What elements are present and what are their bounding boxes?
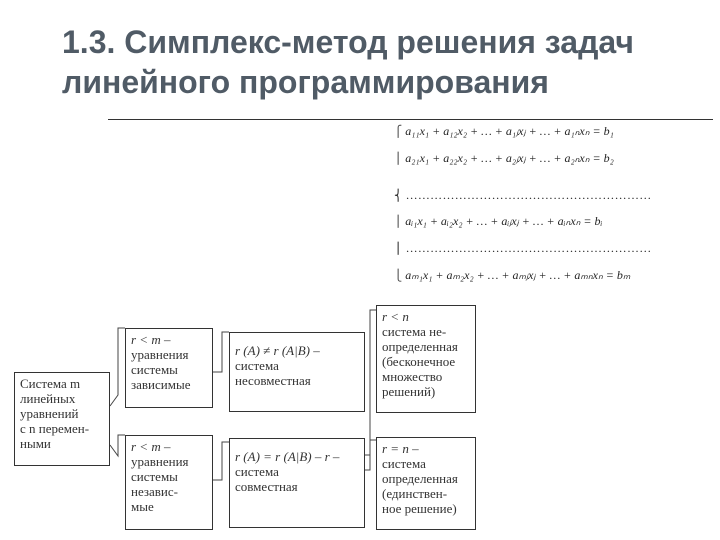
equation-ellipsis-2: ⎪ ……………………………………………………	[394, 241, 652, 255]
equation-row-m: ⎩ aₘ₁x₁ + aₘ₂x₂ + … + aₘⱼxⱼ + … + aₘₙxₙ = bₘ	[394, 268, 631, 282]
connector-root-independent	[110, 435, 125, 456]
box-system-indefinite: r < n система не- определенная (бесконечное множество решений)	[376, 305, 476, 413]
connector-dependent-inconsistent	[213, 332, 229, 372]
brace-icon: ⎪	[394, 153, 403, 165]
connector-root-dependent	[110, 328, 125, 406]
title-line-2: линейного программирования	[62, 64, 549, 100]
box-system-inconsistent: r (A) ≠ r (A|B) – система несовместная	[229, 332, 365, 412]
box-equations-independent: r < m – уравнения системы независ- мые	[125, 435, 213, 530]
equation-row-1: ⎧ a₁₁x₁ + a₁₂x₂ + … + a₁ⱼxⱼ + … + a₁ₙxₙ = b₁	[394, 124, 614, 138]
title-line-1: 1.3. Симплекс-метод решения задач	[62, 24, 634, 60]
box-system-root: Система m линейных уравнений с n перемен- ными	[14, 372, 110, 466]
brace-icon: ⎩	[394, 270, 403, 282]
equation-row-i: ⎪ aᵢ₁x₁ + aᵢ₂x₂ + … + aᵢⱼxⱼ + … + aᵢₙxₙ = bᵢ	[394, 214, 603, 228]
equation-ellipsis-1: ⎨ ……………………………………………………	[394, 188, 652, 202]
brace-icon: ⎨	[394, 190, 403, 202]
connector-consistent-indefinite	[365, 310, 376, 455]
box-equations-dependent: r < m – уравнения системы зависимые	[125, 328, 213, 408]
brace-icon: ⎪	[394, 216, 403, 228]
brace-icon: ⎧	[394, 126, 403, 138]
connector-independent-consistent	[213, 442, 229, 480]
equation-row-2: ⎪ a₂₁x₁ + a₂₂x₂ + … + a₂ⱼxⱼ + … + a₂ₙxₙ = b₂	[394, 151, 614, 165]
brace-icon: ⎪	[394, 243, 403, 255]
box-system-definite: r = n – система определенная (единствен- ное решение)	[376, 437, 476, 530]
box-system-consistent: r (A) = r (A|B) – r – система совместная	[229, 438, 365, 528]
